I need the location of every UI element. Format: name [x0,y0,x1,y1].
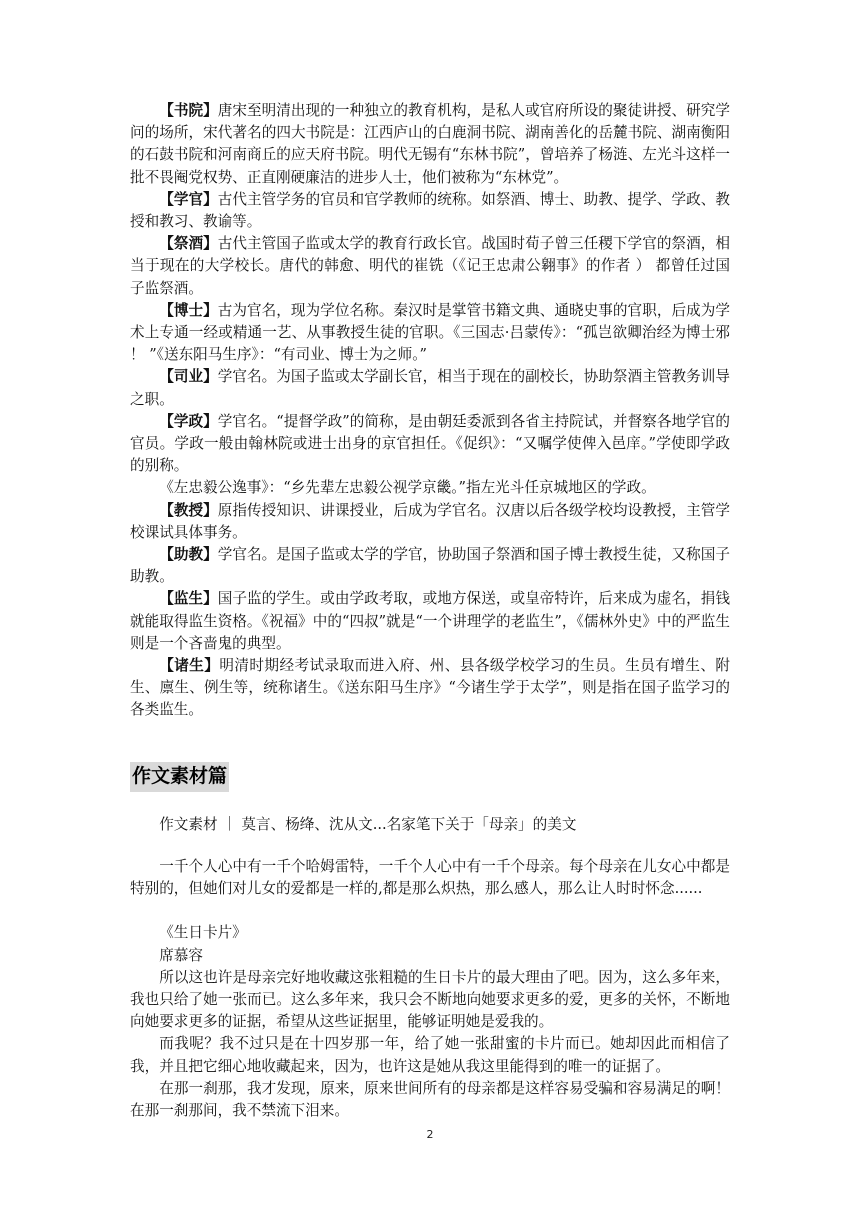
page-number: 2 [426,1128,434,1141]
glossary-entry [130,189,730,233]
story-paragraph: 所以这也许是母亲完好地收藏这张粗糙的生日卡片的最大理由了吧。因为，这么多年来，我也只给了她一张而已。这么多年来，我只会不断地向她要求更多的爱，更多的关怀，不断地向她要求更多的证据，希望从这些证据里，能够证明她是爱我的。 [130,968,730,1031]
glossary-term: 【助教】 [159,546,218,564]
glossary-entry [130,300,730,367]
glossary-text: 古代主管国子监或太学的教育行政长官。战国时荀子曾三任稷下学官的祭酒，相当于现在的大学校长。唐代的韩愈、明代的崔铣（《记王忠肃公翱事》的作者 ） 都曾任过国子监祭酒。 [130,235,730,297]
glossary-text: 古代主管学务的官员和官学教师的统称。如祭酒、博士、助教、提学、学政、教授和教习、教谕等。 [130,190,730,231]
glossary-term: 【学官】 [159,190,218,208]
glossary-text: 学官名。是国子监或太学的学官，协助国子祭酒和国子博士教授生徒，又称国子助教。 [130,546,730,586]
page-content [130,100,730,1122]
glossary-text: 古为官名，现为学位名称。秦汉时是掌管书籍文典、通晓史事的官职，后成为学术上专通一经或精通一艺、从事教授生徒的官职。《三国志·吕蒙传》：“孤岂欲卿治经为博士邪 ！ ”《送东阳马生序》：“有司业、博士为之师。” [130,301,730,364]
glossary-text: 明清时期经考试录取而进入府、州、县各级学校学习的生员。生员有增生、附生、廪生、例生等，统称诸生。《送东阳马生序》“今诸生学于太学”，则是指在国子监学习的各类监生。 [130,657,730,719]
glossary-entry [130,366,730,410]
glossary-entry [130,655,730,722]
glossary-text: 学官名。“提督学政”的简称，是由朝廷委派到各省主持院试，并督察各地学官的官员。学政一般由翰林院或进士出身的京官担任。《促织》：“又嘱学使俾入邑庠。”学使即学政的别称。 [130,412,730,475]
essay-headline: 作文素材 ｜ 莫言、杨绛、沈从文...名家笔下关于「母亲」的美文 [159,815,577,833]
glossary-term: 【监生】 [159,590,218,608]
glossary-text: 原指传授知识、讲课授业，后成为学官名。汉唐以后各级学校均设教授，主管学校课试具体事务。 [130,501,730,541]
glossary-term: 【学政】 [159,412,218,430]
glossary-term: 【司业】 [159,368,218,386]
glossary-entry [130,500,730,544]
glossary-term: 【博士】 [159,301,218,319]
glossary-entry [130,411,730,478]
glossary-entry [130,477,730,499]
story-title: 《生日卡片》 [159,924,247,942]
glossary-entry [130,544,730,588]
story-author: 席慕容 [159,946,203,964]
glossary-term: 【教授】 [159,501,218,519]
glossary-text: 唐宋至明清出现的一种独立的教育机构，是私人或官府所设的聚徒讲授、研究学问的场所，宋代著名的四大书院是：江西庐山的白鹿洞书院、湖南善化的岳麓书院、湖南衡阳的石鼓书院和河南商丘的应天府书院。明代无锡有“东林书院”，曾培养了杨涟、左光斗这样一批不畏阉党权势、正直刚硬廉洁的进步人士，他们被称为“东林党”。 [130,102,730,186]
writing-material-section [130,762,730,1122]
glossary-entry [130,588,730,655]
glossary-term: 【诸生】 [159,657,220,675]
glossary-term: 【书院】 [159,102,218,119]
glossary-entry [130,233,730,300]
glossary-entry [130,100,730,189]
story-paragraph: 而我呢？我不过只是在十四岁那一年，给了她一张甜蜜的卡片而已。她却因此而相信了我，并且把它细心地收藏起来，因为，也许这是她从我这里能得到的唯一的证据了。 [130,1035,730,1075]
story [130,922,730,1122]
section-heading: 作文素材篇 [130,762,229,792]
glossary-text: 学官名。为国子监或太学副长官，相当于现在的副校长，协助祭酒主管教务训导之职。 [130,368,730,408]
glossary [130,100,730,722]
glossary-term: 【祭酒】 [159,235,218,253]
intro-paragraph: 一千个人心中有一千个哈姆雷特，一千个人心中有一千个母亲。每个母亲在儿女心中都是特别的，但她们对儿女的爱都是一样的,都是那么炽热，那么感人，那么让人时时怀念...... [130,857,730,898]
glossary-text: 国子监的学生。或由学政考取，或地方保送，或皇帝特许，后来成为虚名，捐钱就能取得监生资格。《祝福》中的“四叔”就是“一个讲理学的老监生”，《儒林外史》中的严监生则是一个吝啬鬼的典型。 [130,590,730,652]
glossary-text: 《左忠毅公逸事》：“乡先辈左忠毅公视学京畿。”指左光斗任京城地区的学政。 [159,479,656,497]
story-paragraph: 在那一刹那，我才发现，原来，原来世间所有的母亲都是这样容易受骗和容易满足的啊！在那一刹那间，我不禁流下泪来。 [130,1079,730,1119]
